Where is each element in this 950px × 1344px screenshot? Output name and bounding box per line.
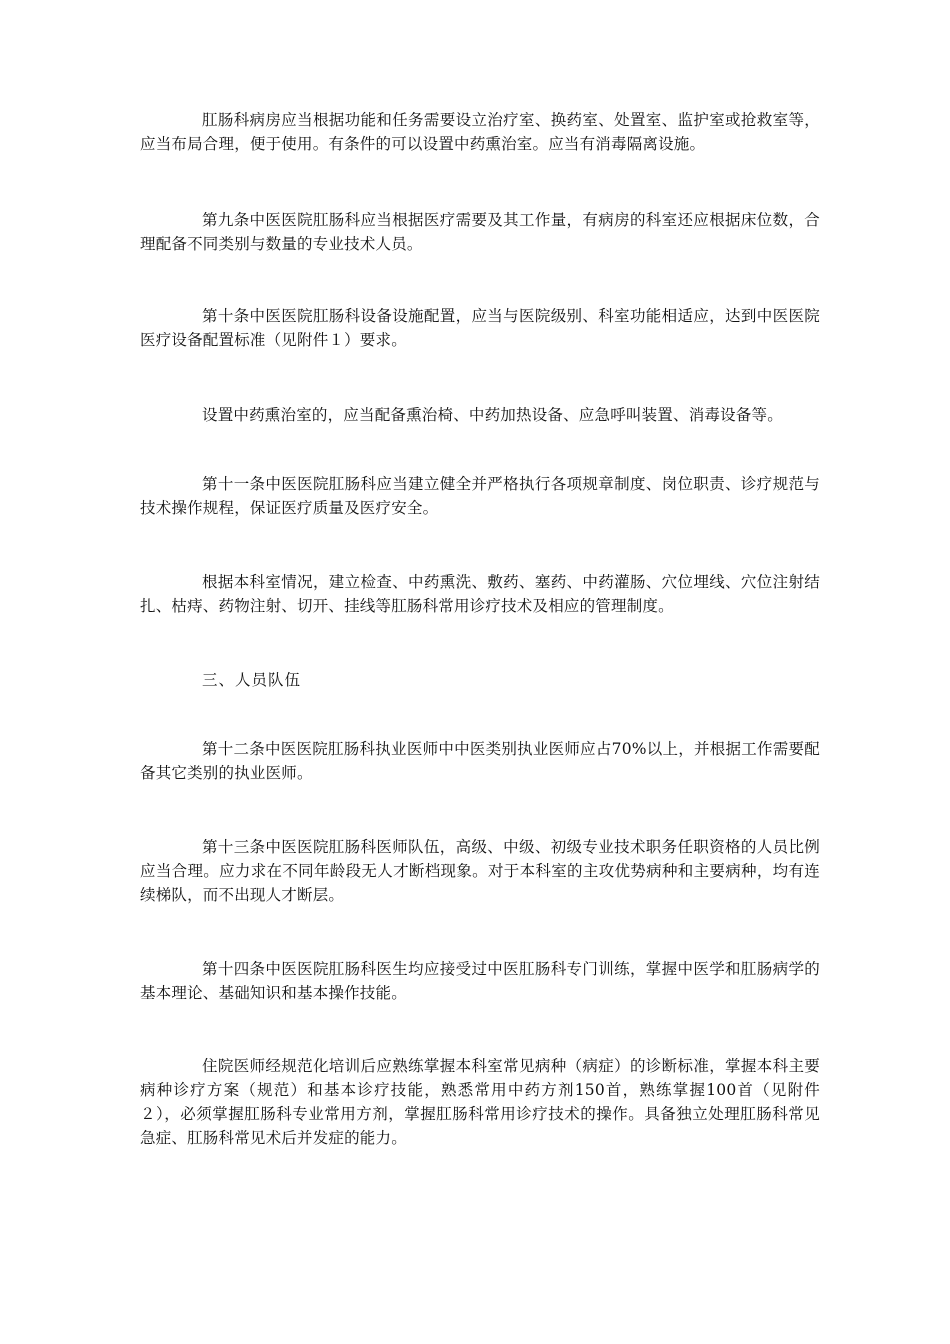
- paragraph-article-13: 第十三条中医医院肛肠科医师队伍，高级、中级、初级专业技术职务任职资格的人员比例应当合理。应力求在不同年龄段无人才断档现象。对于本科室的主攻优势病种和主要病种，均有连续梯队，而不出现人才断层。: [140, 838, 820, 904]
- paragraph-article-10: 第十条中医医院肛肠科设备设施配置，应当与医院级别、科室功能相适应，达到中医医院医疗设备配置标准（见附件１）要求。: [140, 307, 820, 349]
- paragraph-ward-rooms: 肛肠科病房应当根据功能和任务需要设立治疗室、换药室、处置室、监护室或抢救室等，应当布局合理，便于使用。有条件的可以设置中药熏治室。应当有消毒隔离设施。: [140, 111, 820, 153]
- paragraph-article-11: 第十一条中医医院肛肠科应当建立健全并严格执行各项规章制度、岗位职责、诊疗规范与技术操作规程，保证医疗质量及医疗安全。: [140, 475, 820, 517]
- paragraph-fumigation-room: 设置中药熏治室的，应当配备熏治椅、中药加热设备、应急呼叫装置、消毒设备等。: [202, 406, 783, 424]
- paragraph-article-12: 第十二条中医医院肛肠科执业医师中中医类别执业医师应占70%以上，并根据工作需要配备其它类别的执业医师。: [140, 740, 820, 782]
- section-heading-personnel: 三、人员队伍: [202, 671, 302, 689]
- paragraph-resident-training: 住院医师经规范化培训后应熟练掌握本科室常见病种（病症）的诊断标准，掌握本科主要病种诊疗方案（规范）和基本诊疗技能，熟悉常用中药方剂150首，熟练掌握100首（见附件２），必须掌握肛肠科专业常用方剂，掌握肛肠科常用诊疗技术的操作。具备独立处理肛肠科常见急症、肛肠科常见术后并发症的能力。: [140, 1057, 820, 1147]
- paragraph-article-14: 第十四条中医医院肛肠科医生均应接受过中医肛肠科专门训练，掌握中医学和肛肠病学的基本理论、基础知识和基本操作技能。: [140, 960, 820, 1002]
- paragraph-article-9: 第九条中医医院肛肠科应当根据医疗需要及其工作量，有病房的科室还应根据床位数，合理配备不同类别与数量的专业技术人员。: [140, 211, 820, 253]
- paragraph-techniques: 根据本科室情况，建立检查、中药熏洗、敷药、塞药、中药灌肠、穴位埋线、穴位注射结扎、枯痔、药物注射、切开、挂线等肛肠科常用诊疗技术及相应的管理制度。: [140, 573, 820, 615]
